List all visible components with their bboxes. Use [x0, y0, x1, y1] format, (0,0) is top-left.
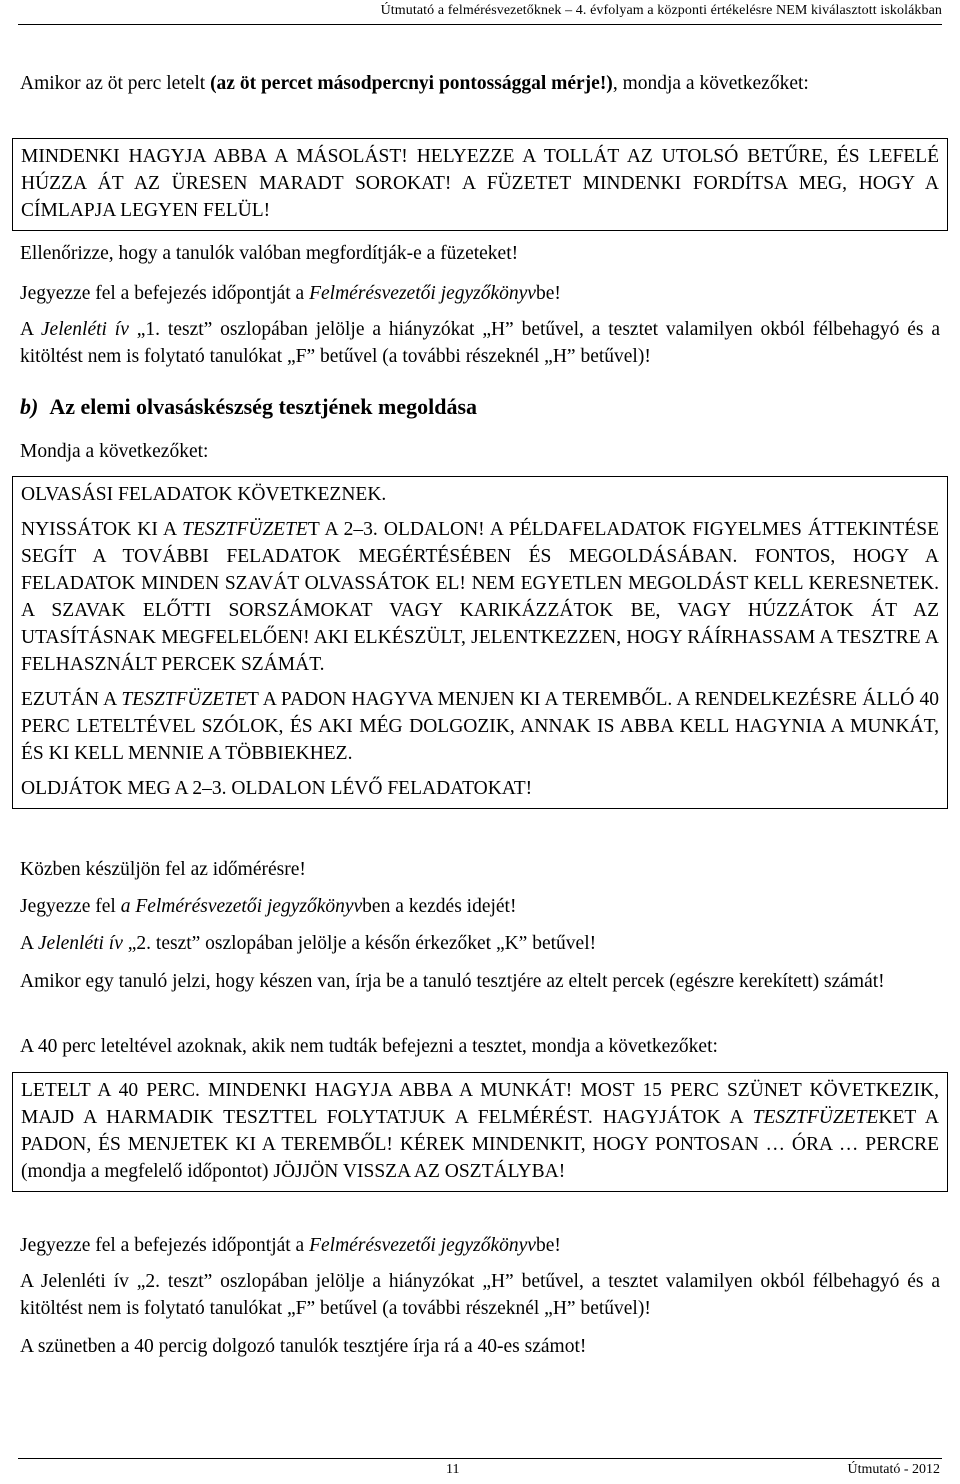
box2-p4: OLDJÁTOK MEG A 2–3. OLDALON LÉVŐ FELADATOKAT! [21, 778, 533, 799]
record2-after: ben a kezdés idejét! [362, 896, 517, 917]
box2-p2-italic: TESZTFÜZETE [182, 519, 308, 540]
record1-before: Jegyezze fel a befejezés időpontját a [20, 283, 310, 304]
box3-b: KET A PADON, ÉS MENJETEK KI A TEREMBŐL! KÉREK MINDENKIT, HOGY PONTOSAN … ÓRA … PERCRE [21, 1107, 939, 1155]
running-header: Útmutató a felmérésvezetőknek – 4. évfolyam a központi értékelésre NEM kiválasztott iskolákban [380, 3, 942, 18]
record3-italic: Felmérésvezetői jegyzőkönyv [309, 1235, 536, 1256]
record-end-time-paragraph [20, 280, 940, 307]
record3-before: Jegyezze fel a befejezés időpontját a [20, 1235, 310, 1256]
prepare-timing: Közben készüljön fel az időmérésre! [20, 859, 306, 880]
attendance-paragraph-1 [20, 316, 940, 370]
box1-text: MINDENKI HAGYJA ABBA A MÁSOLÁST! HELYEZZE A TOLLÁT AZ UTOLSÓ BETŰRE, ÉS LEFELÉ HÚZZA ÁT AZ ÜRESEN MARADT SOROKAT! A FÜZETET MINDENKI FORDÍTSA MEG, HOGY A CÍMLAPJA LEGYEN FELÜL! [21, 146, 939, 221]
break-note-paragraph: A szünetben a 40 percig dolgozó tanulók tesztjére írja rá a 40-es számot! [20, 1336, 587, 1357]
footer-rule [18, 1458, 942, 1459]
record1-after: be! [535, 283, 561, 304]
box3-c: JÖJJÖN VISSZA AZ OSZTÁLYBA! [268, 1161, 566, 1182]
box2-p3-b: T A PADON HAGYVA MENJEN KI A TEREMBŐL. A RENDELKEZÉSRE ÁLLÓ 40 PERC LETELTÉVEL SZÓLOK, ÉS AKI MÉG DOLGOZIK, ANNAK IS ABBA KELL HAGYNIA A MUNKÁT, ÉS KI KELL MENNIE A TÖBBIEKHEZ. [21, 689, 939, 764]
record-start-time-paragraph [20, 893, 940, 920]
attendance-paragraph-3: A Jelenléti ív „2. teszt” oszlopában jelölje a hiányzókat „H” betűvel, a tesztet valamilyen okból félbehagyó és a kitöltést nem is folytató tanulókat „F” betűvel (a további részeknél „H” betűvel)! [20, 1271, 940, 1319]
section-heading-b [20, 394, 940, 420]
record-end-time-paragraph-2 [20, 1232, 940, 1259]
check-paragraph: Ellenőrizze, hogy a tanulók valóban megfordítják-e a füzeteket! [20, 243, 519, 264]
attendance1-italic: Jelenléti ív [40, 319, 129, 340]
intro-text: Amikor az öt perc letelt [20, 73, 211, 94]
box2-p2-a: NYISSÁTOK KI A [21, 519, 183, 540]
box2-p1: OLVASÁSI FELADATOK KÖVETKEZNEK. [21, 484, 387, 505]
attendance2-prefix: A [20, 933, 38, 954]
record1-italic: Felmérésvezetői jegyzőkönyv [309, 283, 536, 304]
box2-p3-a: EZUTÁN A [21, 689, 122, 710]
instruction-box-stop-copying [12, 138, 948, 231]
box3-a: LETELT A 40 PERC. MINDENKI HAGYJA ABBA A MUNKÁT! MOST 15 PERC SZÜNET KÖVETKEZIK, MAJD A HARMADIK TESZTTEL FOLYTATJUK A FELMÉRÉST. HAGYJÁTOK A [21, 1080, 939, 1128]
box2-p3 [21, 686, 939, 767]
intro-paragraph [20, 70, 940, 97]
section-title: Az elemi olvasáskészség tesztjének megoldása [49, 394, 478, 419]
intro-bold: (az öt percet másodpercnyi pontossággal mérje!) [210, 73, 613, 94]
say-following: Mondja a következőket: [20, 441, 209, 462]
attendance-paragraph-2 [20, 930, 940, 957]
header-rule [18, 24, 942, 25]
attendance1-prefix: A [20, 319, 41, 340]
record2-italic: a Felmérésvezetői jegyzőkönyv [120, 896, 363, 917]
footer-title: Útmutató - 2012 [847, 1462, 940, 1477]
page-number: 11 [446, 1462, 460, 1477]
signal-paragraph: Amikor egy tanuló jelzi, hogy készen van, írja be a tanuló tesztjére az eltelt percek (egészre kerekített) számát! [20, 971, 885, 992]
attendance2-italic: Jelenléti ív [37, 933, 123, 954]
intro-text-end: , mondja a következőket: [612, 73, 809, 94]
box2-p2-b: T A 2–3. OLDALON! A PÉLDAFELADATOK FIGYELMES ÁTTEKINTÉSE SEGÍT A TOVÁBBI FELADATOK MEGÉRTÉSÉBEN ÉS MEGOLDÁSÁBAN. FONTOS, HOGY A FELADATOK MINDEN SZAVÁT OLVASSÁTOK EL! NEM EGYETLEN MEGOLDÁST KELL KERESNETEK. A SZAVAK ELŐTTI SORSZÁMOKAT VAGY KARIKÁZZÁTOK BE, VAGY HÚZZÁTOK ÁT AZ UTASÍTÁSNAK MEGFELELŐEN! AKI ELKÉSZÜLT, JELENTKEZZEN, HOGY RÁÍRHASSAM A TESZTRE A FELHASZNÁLT PERCEK SZÁMÁT. [21, 519, 939, 675]
instruction-box-break [12, 1072, 948, 1192]
box2-p2 [21, 516, 939, 678]
section-label: b) [20, 394, 39, 419]
instruction-box-reading-tasks [12, 476, 948, 809]
attendance1-rest: „1. teszt” oszlopában jelölje a hiányzókat „H” betűvel, a tesztet valamilyen okból félbehagyó és a kitöltést nem is folytató tanulókat „F” betűvel (a további részeknél „H” betűvel)! [20, 319, 941, 367]
box3-paren: (mondja a megfelelő időpontot) [21, 1161, 269, 1182]
record3-after: be! [535, 1235, 561, 1256]
box2-p3-italic: TESZTFÜZETE [121, 689, 248, 710]
attendance2-rest: „2. teszt” oszlopában jelölje a későn érkezőket „K” betűvel! [122, 933, 597, 954]
box3-italic: TESZTFÜZETE [752, 1107, 879, 1128]
after-40-paragraph: A 40 perc leteltével azoknak, akik nem tudták befejezni a tesztet, mondja a következőket: [20, 1036, 718, 1057]
box3-text [21, 1077, 939, 1185]
record2-before: Jegyezze fel [20, 896, 121, 917]
